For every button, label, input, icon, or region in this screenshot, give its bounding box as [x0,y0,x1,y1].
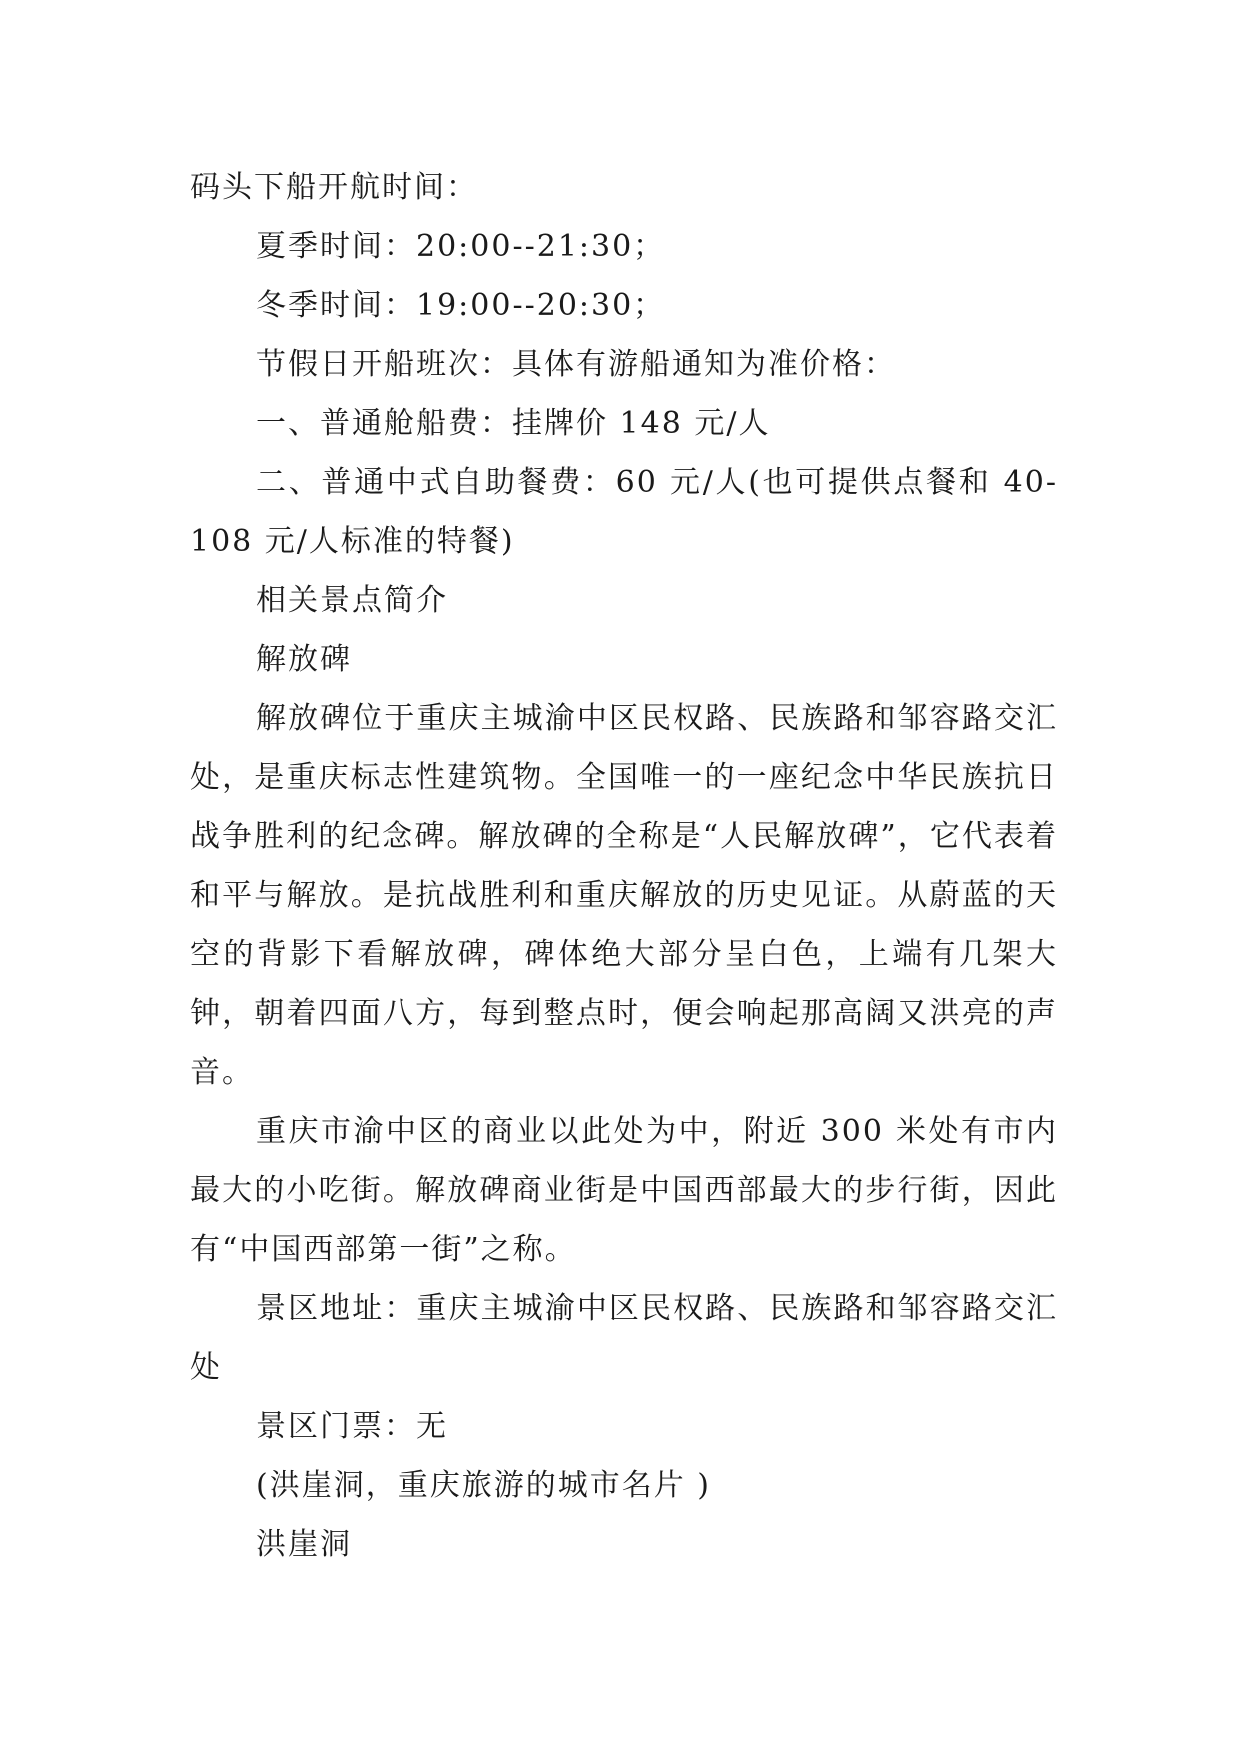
paragraph-winter-time: 冬季时间：19:00--20:30； [256,288,666,323]
paragraph-holiday-schedule: 节假日开船班次：具体有游船通知为准价格： [256,347,896,382]
paragraph-attractions-heading: 相关景点简介 [256,583,448,618]
paragraph-ticket-price: 一、普通舱船费：挂牌价 148 元/人 [256,406,771,441]
paragraph-jiefangbei-commerce: 重庆市渝中区的商业以此处为中，附近 300 米处有市内最大的小吃街。解放碑商业街是中国西部最大的步行街，因此有“中国西部第一街”之称。 [190,1114,1058,1267]
paragraph-summer-time: 夏季时间：20:00--21:30； [256,229,666,264]
paragraph-sailing-time-heading: 码头下船开航时间： [190,170,478,205]
paragraph-admission: 景区门票：无 [256,1409,448,1444]
paragraph-buffet-price: 二、普通中式自助餐费：60 元/人(也可提供点餐和 40-108 元/人标准的特餐) [190,465,1058,559]
paragraph-jiefangbei-heading: 解放碑 [256,642,352,677]
document-body [190,158,1058,1574]
paragraph-address: 景区地址：重庆主城渝中区民权路、民族路和邹容路交汇处 [190,1291,1058,1385]
paragraph-hongyadong-caption: (洪崖洞，重庆旅游的城市名片 ) [256,1468,711,1503]
paragraph-hongyadong-heading: 洪崖洞 [256,1527,352,1562]
paragraph-jiefangbei-description: 解放碑位于重庆主城渝中区民权路、民族路和邹容路交汇处，是重庆标志性建筑物。全国唯一的一座纪念中华民族抗日战争胜利的纪念碑。解放碑的全称是“人民解放碑”，它代表着和平与解放。是抗战胜利和重庆解放的历史见证。从蔚蓝的天空的背影下看解放碑，碑体绝大部分呈白色，上端有几架大钟，朝着四面八方，每到整点时，便会响起那高阔又洪亮的声音。 [190,701,1058,1090]
